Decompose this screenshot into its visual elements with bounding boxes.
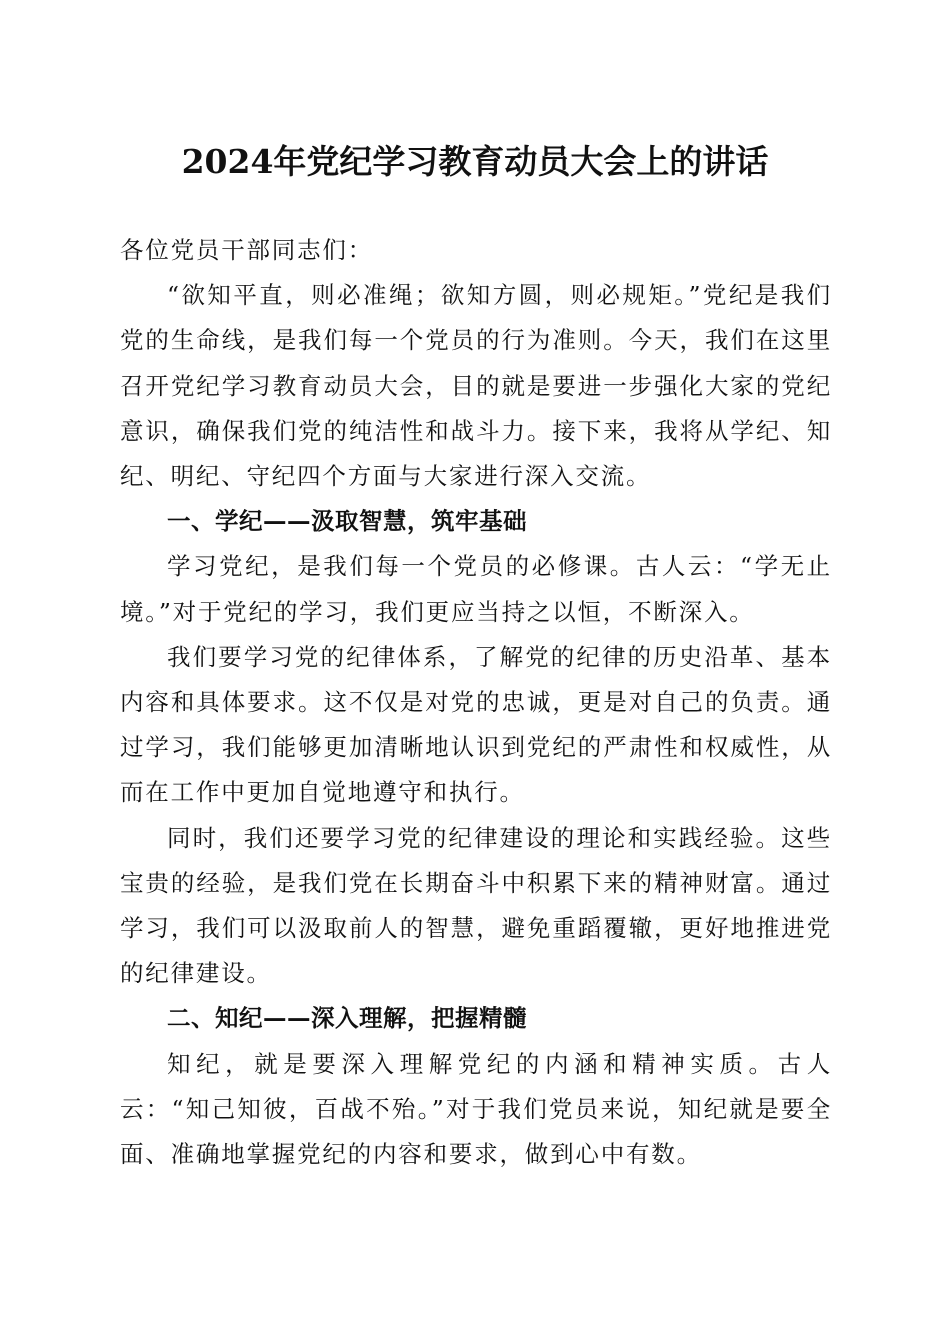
section-heading-2: 二、知纪——深入理解，把握精髓: [167, 1004, 527, 1033]
paragraph: 知纪，就是要深入理解党纪的内涵和精神实质。古人云：“知己知彼，百战不殆。”对于我们党员来说，知纪就是要全面、准确地掌握党纪的内容和要求，做到心中有数。: [120, 1049, 832, 1169]
paragraph-intro: “欲知平直，则必准绳；欲知方圆，则必规矩。”党纪是我们党的生命线，是我们每一个党员的行为准则。今天，我们在这里召开党纪学习教育动员大会，目的就是要进一步强化大家的党纪意识，确保我们党的纯洁性和战斗力。接下来，我将从学纪、知纪、明纪、守纪四个方面与大家进行深入交流。: [120, 281, 832, 491]
document-body: [120, 228, 832, 1177]
section-heading-1: 一、学纪——汲取智慧，筑牢基础: [167, 507, 527, 536]
paragraph: 学习党纪，是我们每一个党员的必修课。古人云：“学无止境。”对于党纪的学习，我们更应当持之以恒，不断深入。: [120, 552, 832, 626]
paragraph: 同时，我们还要学习党的纪律建设的理论和实践经验。这些宝贵的经验，是我们党在长期奋斗中积累下来的精神财富。通过学习，我们可以汲取前人的智慧，避免重蹈覆辙，更好地推进党的纪律建设。: [120, 823, 832, 988]
salutation: 各位党员干部同志们：: [120, 236, 373, 264]
paragraph: 我们要学习党的纪律体系，了解党的纪律的历史沿革、基本内容和具体要求。这不仅是对党的忠诚，更是对自己的负责。通过学习，我们能够更加清晰地认识到党纪的严肃性和权威性，从而在工作中更加自觉地遵守和执行。: [120, 642, 832, 807]
document-title: 2024年党纪学习教育动员大会上的讲话: [181, 142, 769, 181]
